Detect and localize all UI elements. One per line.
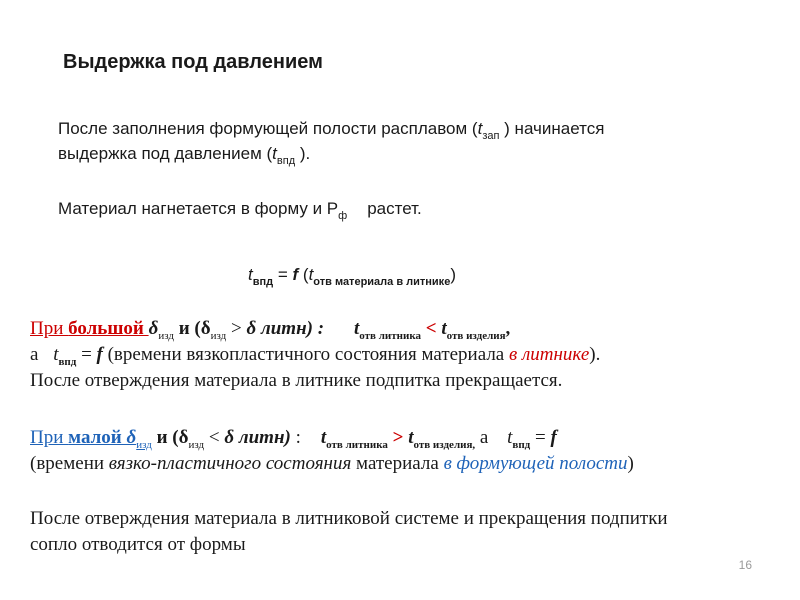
large-case-line-1: При большой $\delta_{изд}$ и ($\delta_{изд} > \delta$ литн) : $t_{отв литника} < t_{отв изделия}$, (30, 318, 511, 342)
final-line-2: сопло отводится от формы (30, 534, 246, 555)
intro-line-2: выдержка под давлением ($t_{впд}$ ). (58, 144, 311, 167)
intro-line-1: После заполнения формующей полости расплавом ($t_{зап}$ ) начинается (58, 119, 605, 142)
formula: $t_{впд} = f$ $(t_{отв материала в литнике})$ (248, 265, 456, 288)
small-case-line-2: (времени вязко-пластичного состояния материала в формующей полости) (30, 453, 634, 474)
slide-title: Выдержка под давлением (63, 51, 323, 73)
final-line-1: После отверждения материала в литниковой системе и прекращения подпитки (30, 508, 668, 529)
page-number: 16 (738, 558, 752, 572)
intro-line-3: Материал нагнетается в форму и $P_ф$ растет. (58, 199, 422, 222)
large-case-line-3: После отверждения материала в литнике подпитка прекращается. (30, 370, 563, 391)
large-case-line-2: а $t_{впд} = f$ (времени вязкопластичного состояния материала в литнике). (30, 344, 601, 368)
small-case-line-1: При малой $\delta_{изд}$ и ($\delta_{изд} < \delta$ литн) : $t_{отв литника} > t_{отв изделия,}$ а $t_{впд} = f$ (30, 427, 557, 451)
